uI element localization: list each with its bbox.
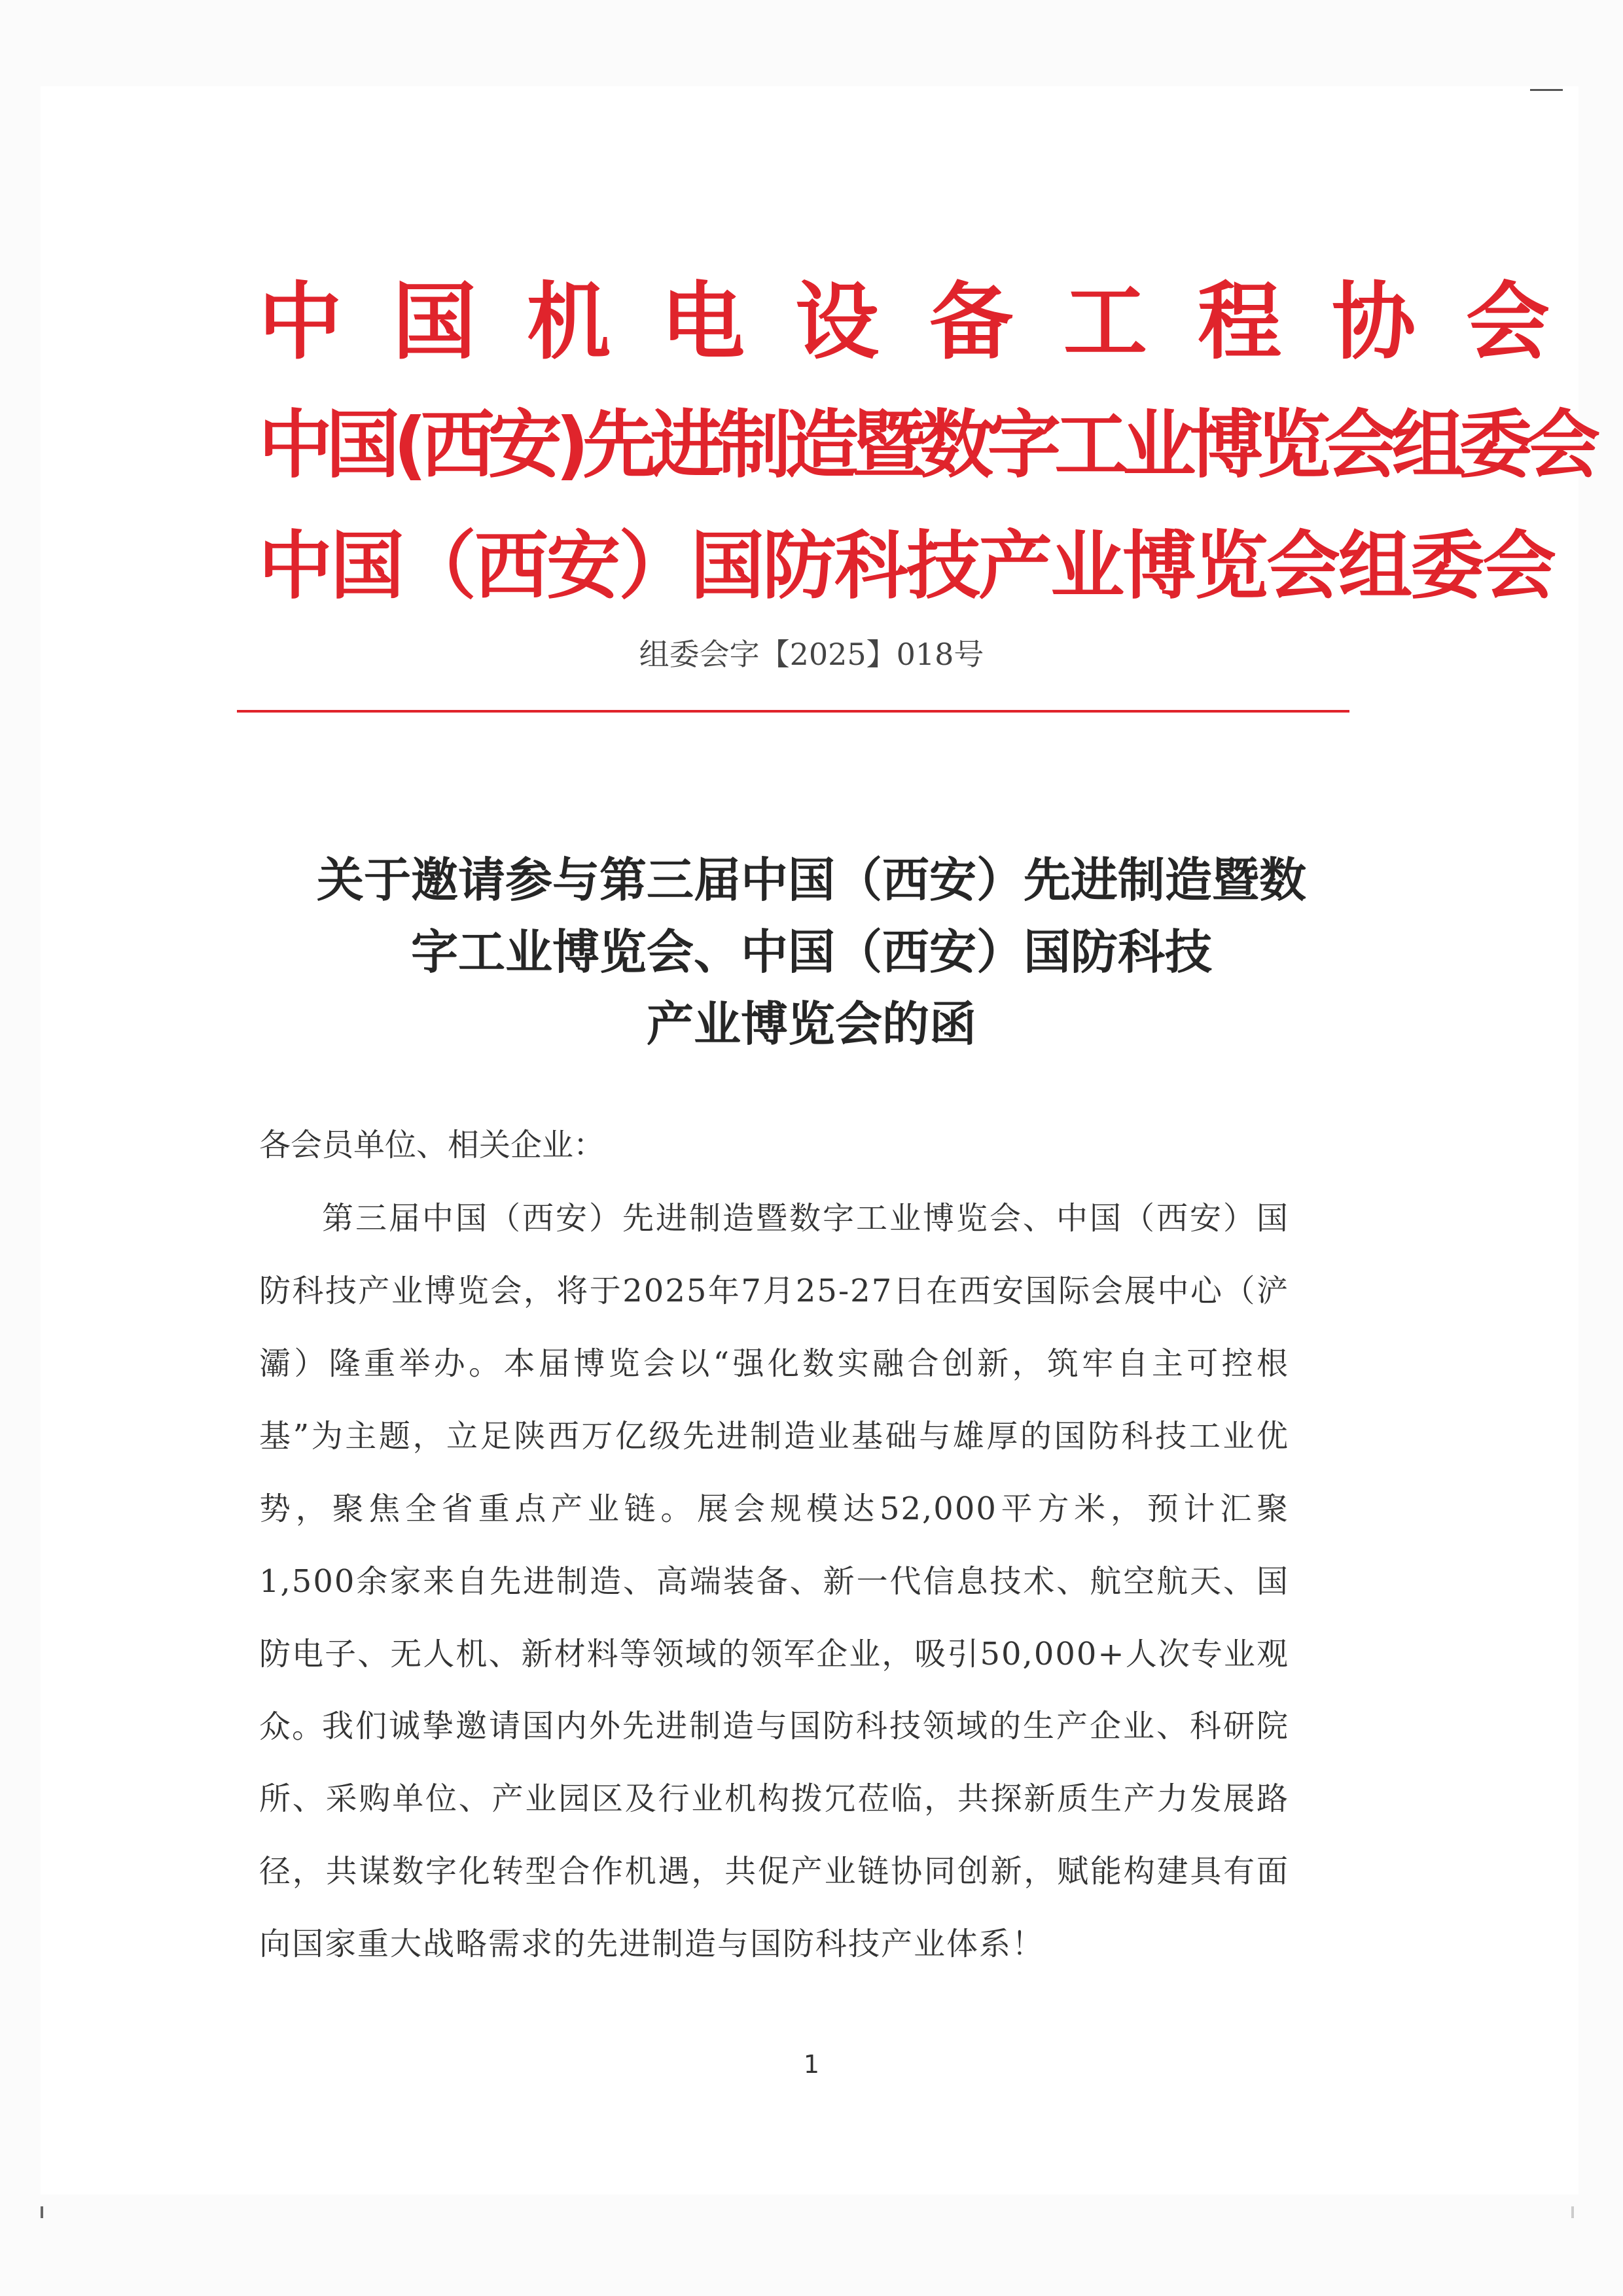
- scan-edge-mark-right: [1571, 2206, 1574, 2218]
- letterhead-line-1: 中国机电设备工程协会: [259, 274, 1601, 371]
- document-title-line-2: 字工业博览会、中国（西安）国防科技: [410, 924, 1212, 980]
- document-title-line-1: 关于邀请参与第三届中国（西安）先进制造暨数: [316, 852, 1306, 908]
- body-paragraph-1: 第三届中国（西安）先进制造暨数字工业博览会、中国（西安）国防科技产业博览会，将于2025年7月25-27日在西安国际会展中心（浐灞）隆重举办。本届博览会以“强化数实融合创新，筑牢自主可控根基”为主题，立足陕西万亿级先进制造业基础与雄厚的国防科技工业优势，聚焦全省重点产业链。展会规模达52,000平方米，预计汇聚1,500余家来自先进制造、高端装备、新一代信息技术、航空航天、国防电子、无人机、新材料等领域的领军企业，吸引50,000+人次专业观众。: [259, 1200, 1289, 1745]
- letterhead-line-3: 中国（西安）国防科技产业博览会组委会: [259, 523, 1554, 609]
- scan-edge-mark-left: [41, 2206, 43, 2218]
- document-title-line-3: 产业博览会的函: [646, 996, 976, 1051]
- salutation: 各会员单位、相关企业：: [259, 1127, 605, 1163]
- body-paragraph-2: 我们诚挚邀请国内外先进制造与国防科技领域的生产企业、科研院所、采购单位、产业园区及行业机构拨冗莅临，共探新质生产力发展路径，共谋数字化转型合作机遇，共促产业链协同创新，赋能构建具有面向国家重大战略需求的先进制造与国防科技产业体系！: [259, 1708, 1289, 1962]
- scan-corner-mark: [1530, 89, 1563, 91]
- letterhead-line-2: 中国(西安)先进制造暨数字工业博览会组委会: [259, 402, 1594, 488]
- letterhead-divider: [237, 710, 1349, 713]
- document-number: 组委会字【2025】018号: [639, 637, 984, 672]
- page-number: 1: [803, 2050, 820, 2079]
